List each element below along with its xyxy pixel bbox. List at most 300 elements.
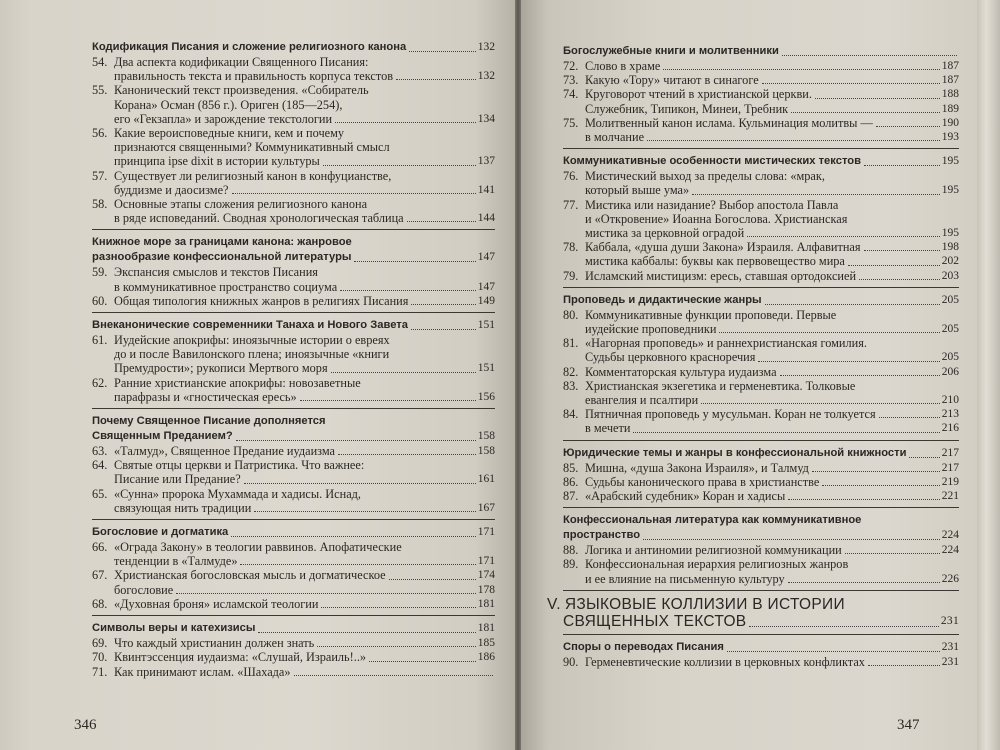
toc-entry-line: [92, 154, 495, 168]
leader-dots: [321, 607, 475, 608]
toc-entry-line: [92, 636, 495, 650]
leader-dots: [300, 400, 476, 401]
entry-text: евангелия и псалтири: [585, 393, 699, 408]
toc-entry-line: [563, 73, 959, 87]
leader-dots: [845, 553, 940, 554]
leader-dots: [254, 511, 475, 512]
entry-text: Молитвенный канон ислама. Кульминация молитвы —: [585, 115, 873, 130]
entry-text: Герменевтические коллизии в церковных конфликтах: [585, 654, 865, 669]
part-numeral: V.: [547, 595, 561, 613]
entry-page: 202: [941, 255, 959, 268]
right-page-number: 347: [897, 717, 920, 733]
entry-number: 68.: [92, 596, 108, 611]
entry-number: 75.: [563, 115, 579, 130]
leader-dots: [258, 632, 475, 633]
entry-text: Христианская богословская мысль и догматическое: [114, 568, 386, 583]
entry-text: который выше ума»: [585, 183, 690, 198]
leader-dots: [749, 626, 938, 627]
leader-dots: [407, 221, 476, 222]
toc-entry-line: [92, 665, 495, 679]
leader-dots: [663, 69, 939, 70]
toc-entry-line: [92, 444, 495, 458]
entry-text: Премудрости»; рукописи Мертвого моря: [114, 361, 328, 376]
entry-page: 205: [941, 351, 959, 364]
leader-dots: [765, 304, 940, 305]
toc-entry-line: [92, 540, 495, 554]
entry-number: 71.: [92, 664, 108, 679]
section-divider: [563, 148, 959, 149]
entry-number: 63.: [92, 444, 108, 459]
section-heading: [563, 528, 959, 543]
entry-text: его «Гекзапла» и зарождение текстологии: [114, 111, 333, 126]
entry-page: 149: [477, 294, 495, 307]
toc-entry-line: [92, 458, 495, 472]
section-heading: [92, 429, 495, 444]
leader-dots: [340, 290, 476, 291]
entry-text: Исламский мистицизм: ересь, ставшая ортодоксией: [585, 268, 857, 283]
entry-number: 72.: [563, 59, 579, 73]
toc-entry-line: [563, 183, 959, 197]
entry-number: 87.: [563, 489, 579, 504]
section-title: Проповедь и дидактические жанры: [563, 293, 762, 306]
entry-text: Круговорот чтений в христианской церкви.: [585, 87, 812, 102]
entry-number: 86.: [563, 474, 579, 489]
leader-dots: [848, 265, 940, 266]
toc-entry-line: [563, 269, 959, 283]
leader-dots: [335, 122, 476, 123]
entry-text: иудейские проповедники: [585, 322, 717, 337]
section-divider: [92, 229, 495, 230]
entry-text: «Арабский судебник» Коран и хадисы: [585, 489, 786, 504]
entry-page: 134: [477, 112, 495, 125]
section-page: 195: [941, 155, 959, 168]
entry-number: 84.: [563, 407, 579, 422]
entry-page: 141: [477, 183, 495, 196]
toc-entry-line: [563, 240, 959, 254]
leader-dots: [782, 55, 957, 56]
entry-text: Конфессиональная иерархия религиозных жанров: [585, 557, 849, 572]
entry-text: в мечети: [585, 421, 631, 436]
entry-text: Экспансия смыслов и текстов Писания: [114, 265, 318, 280]
toc-entry-line: [563, 543, 959, 557]
toc-entry-line: [563, 322, 959, 336]
toc-entry-line: [92, 294, 495, 308]
leader-dots: [354, 261, 475, 262]
entry-page: 226: [941, 572, 959, 585]
section-title: пространство: [563, 529, 641, 542]
entry-text: Судьбы церковного красноречия: [585, 350, 756, 365]
leader-dots: [876, 126, 940, 127]
leader-dots: [338, 454, 476, 455]
entry-text: «Нагорная проповедь» и раннехристианская гомилия.: [585, 336, 867, 351]
right-toc: [547, 44, 959, 669]
entry-text: Логика и антиномии религиозной коммуникации: [585, 543, 842, 558]
entry-page: 178: [477, 583, 495, 596]
toc-entry-line: [92, 501, 495, 515]
entry-text: Существует ли религиозный канон в конфуцианстве,: [114, 168, 392, 183]
section-title: Коммуникативные особенности мистических текстов: [563, 155, 861, 168]
entry-number: 80.: [563, 307, 579, 322]
section-page: 151: [477, 319, 495, 332]
toc-entry-line: [92, 69, 495, 83]
toc-entry-line: [92, 487, 495, 501]
entry-number: 57.: [92, 168, 108, 183]
section-page: 171: [477, 526, 495, 539]
entry-text: богословие: [114, 582, 174, 597]
toc-entry-line: [563, 198, 959, 212]
toc-entry-line: [92, 169, 495, 183]
toc-entry-line: [563, 226, 959, 240]
entry-page: 195: [941, 184, 959, 197]
entry-text: Корана» Осман (856 г.). Ориген (185—254),: [114, 97, 343, 112]
entry-number: 78.: [563, 240, 579, 255]
entry-page: 137: [477, 155, 495, 168]
leader-dots: [815, 98, 940, 99]
section-title: Символы веры и катехизисы: [92, 622, 256, 635]
toc-entry-line: [92, 650, 495, 664]
entry-page: 156: [477, 390, 495, 403]
entry-text: и «Откровение» Иоанна Богослова. Христианская: [585, 211, 848, 226]
section-heading: [563, 446, 959, 461]
entry-page: 190: [941, 116, 959, 129]
entry-page: 158: [477, 445, 495, 458]
toc-entry-line: [92, 55, 495, 69]
leader-dots: [762, 83, 940, 84]
entry-number: 66.: [92, 540, 108, 555]
entry-page: 206: [941, 365, 959, 378]
left-page-number: 346: [74, 717, 97, 733]
leader-dots: [244, 483, 476, 484]
entry-text: Судьбы канонического права в христианстве: [585, 474, 820, 489]
entry-text: Мишна, «душа Закона Израиля», и Талмуд: [585, 460, 809, 475]
entry-page: 210: [941, 394, 959, 407]
toc-entry-line: [92, 597, 495, 611]
entry-text: тенденции в «Талмуде»: [114, 554, 238, 569]
leader-dots: [788, 499, 940, 500]
leader-dots: [389, 579, 476, 580]
leader-dots: [317, 646, 475, 647]
toc-entry-line: [92, 554, 495, 568]
section-title: разнообразие конфессиональной литературы: [92, 251, 352, 264]
toc-entry-line: [563, 102, 959, 116]
section-page: 132: [477, 41, 495, 53]
leader-dots: [411, 304, 475, 305]
entry-text: Как принимают ислам. «Шахада»: [114, 664, 291, 679]
toc-entry-line: [563, 421, 959, 435]
section-heading: [92, 414, 495, 429]
section-title: Богослужебные книги и молитвенники: [563, 45, 779, 57]
leader-dots: [643, 539, 940, 540]
toc-entry-line: [563, 116, 959, 130]
entry-text: Слово в храме: [585, 59, 661, 73]
leader-dots: [633, 432, 939, 433]
toc-entry-line: [563, 655, 959, 669]
entry-text: в коммуникативное пространство социума: [114, 279, 338, 294]
section-divider: [563, 440, 959, 441]
entry-number: 59.: [92, 265, 108, 280]
leader-dots: [822, 485, 939, 486]
entry-text: Какую «Тору» читают в синагоге: [585, 73, 759, 88]
entry-number: 81.: [563, 336, 579, 351]
entry-number: 88.: [563, 543, 579, 558]
toc-entry-line: [92, 347, 495, 361]
entry-text: в ряде исповеданий. Сводная хронологическая таблица: [114, 211, 404, 226]
entry-number: 77.: [563, 197, 579, 212]
entry-text: Пятничная проповедь у мусульман. Коран не толкуется: [585, 407, 876, 422]
entry-page: 205: [941, 323, 959, 336]
entry-page: 217: [941, 461, 959, 474]
entry-number: 61.: [92, 333, 108, 348]
leader-dots: [747, 236, 940, 237]
entry-page: 186: [477, 651, 495, 664]
toc-entry-line: [563, 169, 959, 183]
section-title: Споры о переводах Писания: [563, 640, 724, 653]
toc-entry-line: [563, 336, 959, 350]
section-heading: [563, 513, 959, 528]
section-heading: [92, 40, 495, 55]
entry-page: 144: [477, 212, 495, 225]
entry-number: 73.: [563, 73, 579, 88]
leader-dots: [409, 51, 476, 52]
entry-page: 231: [941, 655, 959, 668]
entry-page: 198: [941, 241, 959, 254]
leader-dots: [240, 564, 475, 565]
toc-entry-line: [563, 489, 959, 503]
entry-text: Ранние христианские апокрифы: новозаветные: [114, 375, 361, 390]
entry-number: 89.: [563, 557, 579, 572]
leader-dots: [727, 651, 940, 652]
leader-dots: [331, 372, 476, 373]
entry-text: «Ограда Закону» в теологии раввинов. Апофатические: [114, 540, 402, 555]
entry-text: в молчание: [585, 130, 645, 145]
section-divider: [92, 312, 495, 313]
entry-number: 74.: [563, 87, 579, 102]
toc-entry-line: [92, 361, 495, 375]
entry-text: Канонический текст произведения. «Собиратель: [114, 83, 369, 98]
entry-page: 187: [941, 74, 959, 87]
section-heading: [92, 621, 495, 636]
left-toc: [92, 40, 495, 679]
toc-entry-line: [92, 472, 495, 486]
entry-page: 195: [941, 227, 959, 240]
entry-text: правильность текста и правильность корпуса текстов: [114, 69, 394, 84]
entry-text: Иудейские апокрифы: иноязычные истории о евреях: [114, 333, 390, 348]
entry-page: 187: [941, 60, 959, 72]
section-heading: [92, 525, 495, 540]
section-heading: [92, 235, 495, 250]
entry-page: 203: [941, 269, 959, 282]
entry-text: «Духовная броня» исламской теологии: [114, 596, 319, 611]
section-heading: [563, 293, 959, 308]
section-page: 217: [941, 446, 959, 459]
section-divider: [92, 615, 495, 616]
entry-number: 55.: [92, 83, 108, 98]
toc-entry-line: [563, 393, 959, 407]
leader-dots: [411, 329, 476, 330]
part-heading: [547, 595, 959, 613]
entry-text: «Талмуд», Священное Предание иудаизма: [114, 444, 336, 459]
leader-dots: [788, 582, 940, 583]
entry-number: 64.: [92, 458, 108, 473]
entry-page: 189: [941, 102, 959, 115]
entry-page: 185: [477, 637, 495, 650]
leader-dots: [780, 375, 940, 376]
toc-entry-line: [563, 407, 959, 421]
leader-dots: [879, 417, 940, 418]
entry-number: 54.: [92, 55, 108, 69]
toc-entry-line: [563, 254, 959, 268]
entry-text: Каббала, «душа души Закона» Израиля. Алфавитная: [585, 240, 861, 255]
leader-dots: [176, 593, 476, 594]
part-page: 231: [940, 614, 959, 627]
section-title: Внеканонические современники Танаха и Нового Завета: [92, 319, 408, 332]
entry-number: 85.: [563, 460, 579, 475]
section-title: Юридические темы и жанры в конфессиональной книжности: [563, 446, 907, 459]
toc-entry-line: [563, 308, 959, 322]
leader-dots: [864, 250, 940, 251]
toc-entry-line: [92, 333, 495, 347]
entry-text: до и после Вавилонского плена; иноязычные «книги: [114, 347, 390, 362]
leader-dots: [236, 440, 476, 441]
toc-entry-line: [563, 59, 959, 73]
entry-page: 224: [941, 544, 959, 557]
toc-entry-line: [92, 183, 495, 197]
leader-dots: [231, 536, 475, 537]
section-page: 231: [941, 640, 959, 653]
leader-dots: [909, 457, 939, 458]
entry-page: 151: [477, 362, 495, 375]
right-page: [521, 0, 977, 750]
entry-number: 83.: [563, 378, 579, 393]
entry-page: 193: [941, 131, 959, 144]
entry-number: 69.: [92, 636, 108, 651]
entry-page: 167: [477, 501, 495, 514]
section-divider: [563, 507, 959, 508]
toc-entry-line: [563, 557, 959, 571]
entry-text: Квинтэссенция иудаизма: «Слушай, Израиль!..»: [114, 650, 367, 665]
entry-number: 79.: [563, 268, 579, 283]
entry-number: 62.: [92, 375, 108, 390]
entry-text: Комментаторская культура иудаизма: [585, 364, 777, 379]
section-heading: [92, 250, 495, 265]
toc-entry-line: [563, 350, 959, 364]
entry-page: 174: [477, 569, 495, 582]
toc-entry-line: [563, 379, 959, 393]
entry-text: Святые отцы церкви и Патристика. Что важнее:: [114, 458, 365, 473]
entry-text: Что каждый христианин должен знать: [114, 636, 315, 651]
section-page: 158: [477, 430, 495, 443]
entry-text: Общая типология книжных жанров в религиях Писания: [114, 293, 409, 308]
entry-page: 171: [477, 555, 495, 568]
section-page: 224: [941, 529, 959, 542]
entry-page: 219: [941, 475, 959, 488]
leader-dots: [323, 165, 476, 166]
entry-number: 82.: [563, 364, 579, 379]
leader-dots: [701, 403, 940, 404]
entry-text: признаются священными? Коммуникативный смысл: [114, 140, 390, 155]
leader-dots: [369, 661, 476, 662]
section-heading: [563, 640, 959, 655]
section-heading: [563, 44, 959, 59]
toc-entry-line: [92, 390, 495, 404]
leader-dots: [232, 193, 476, 194]
section-divider: [563, 590, 959, 591]
leader-dots: [812, 471, 940, 472]
entry-number: 56.: [92, 126, 108, 141]
entry-text: Коммуникативные функции проповеди. Первые: [585, 307, 837, 322]
entry-page: 161: [477, 473, 495, 486]
section-divider: [563, 634, 959, 635]
toc-entry-line: [92, 583, 495, 597]
toc-entry-line: [563, 572, 959, 586]
section-heading: [92, 318, 495, 333]
entry-text: Мистика или назидание? Выбор апостола Павла: [585, 197, 839, 212]
leader-dots: [758, 361, 939, 362]
entry-text: мистика за церковной оградой: [585, 226, 745, 241]
toc-entry-line: [92, 376, 495, 390]
section-title: Священным Преданием?: [92, 430, 233, 443]
entry-text: буддизме и даосизме?: [114, 182, 229, 197]
entry-text: парафразы и «гностическая ересь»: [114, 389, 297, 404]
leader-dots: [692, 194, 940, 195]
leader-dots: [859, 279, 940, 280]
section-divider: [92, 408, 495, 409]
entry-text: Мистический выход за пределы слова: «мрак,: [585, 169, 825, 184]
entry-number: 67.: [92, 568, 108, 583]
entry-page: 216: [941, 422, 959, 435]
entry-number: 70.: [92, 650, 108, 665]
entry-page: 132: [477, 70, 495, 83]
toc-entry-line: [92, 112, 495, 126]
part-title-text: СВЯЩЕННЫХ ТЕКСТОВ: [563, 612, 747, 630]
entry-number: 60.: [92, 293, 108, 308]
entry-text: Два аспекта кодификации Священного Писания:: [114, 55, 369, 69]
entry-page: 221: [941, 490, 959, 503]
section-divider: [92, 519, 495, 520]
section-title: Кодификация Писания и сложение религиозного канона: [92, 41, 407, 53]
entry-text: Основные этапы сложения религиозного канона: [114, 197, 368, 212]
toc-entry-line: [92, 126, 495, 140]
section-title: Книжное море за границами канона: жанровое: [92, 236, 352, 249]
toc-entry-line: [563, 365, 959, 379]
toc-entry-line: [92, 211, 495, 225]
entry-text: связующая нить традиции: [114, 500, 252, 515]
section-heading: [563, 154, 959, 169]
section-divider: [563, 287, 959, 288]
section-title: Почему Священное Писание дополняется: [92, 415, 326, 428]
toc-entry-line: [563, 87, 959, 101]
leader-dots: [791, 112, 940, 113]
entry-number: 90.: [563, 654, 579, 669]
toc-entry-line: [92, 265, 495, 279]
entry-page: 147: [477, 280, 495, 293]
leader-dots: [396, 79, 476, 80]
toc-entry-line: [92, 568, 495, 582]
entry-number: 58.: [92, 197, 108, 212]
entry-page: 181: [477, 597, 495, 610]
entry-text: Какие вероисповедные книги, кем и почему: [114, 126, 345, 141]
section-page: 181: [477, 622, 495, 635]
entry-text: мистика каббалы: буквы как первовещество мира: [585, 254, 845, 269]
entry-text: «Сунна» пророка Мухаммада и хадисы. Иснад,: [114, 486, 361, 501]
leader-dots: [864, 165, 940, 166]
section-title: Богословие и догматика: [92, 526, 229, 539]
entry-number: 76.: [563, 169, 579, 184]
leader-dots: [294, 675, 493, 676]
part-heading: [563, 613, 959, 630]
entry-text: принципа ipse dixit в истории культуры: [114, 154, 320, 169]
entry-text: Служебник, Типикон, Минеи, Требник: [585, 101, 789, 116]
